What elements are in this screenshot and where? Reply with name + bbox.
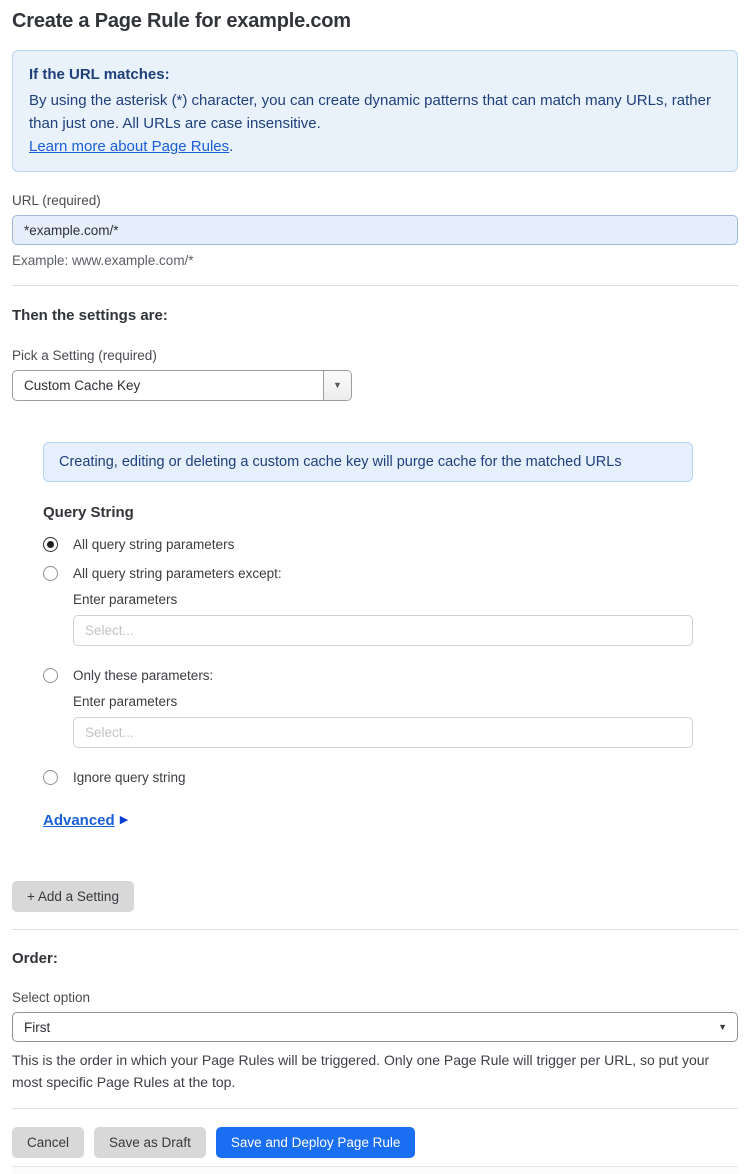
caret-right-icon: ▶ bbox=[119, 814, 129, 826]
divider bbox=[12, 285, 738, 286]
footer-action-bar bbox=[12, 1127, 738, 1158]
url-field-label: URL (required) bbox=[12, 193, 101, 208]
radio-label: Only these parameters: bbox=[73, 668, 214, 683]
info-box-body: By using the asterisk (*) character, you can create dynamic patterns that can match many URLs, rather than just one. All URLs are case insensitive. bbox=[29, 92, 711, 132]
save-and-deploy-button[interactable]: Save and Deploy Page Rule bbox=[216, 1127, 416, 1158]
radio-button[interactable] bbox=[43, 668, 58, 683]
cache-key-notice: Creating, editing or deleting a custom cache key will purge cache for the matched URLs bbox=[43, 442, 693, 482]
radio-label: All query string parameters bbox=[73, 537, 235, 552]
enter-parameters-label: Enter parameters bbox=[73, 694, 178, 709]
radio-option-all-params[interactable] bbox=[43, 537, 738, 552]
setting-dropdown-arrow-box[interactable] bbox=[323, 371, 351, 400]
url-input[interactable] bbox=[12, 215, 738, 245]
advanced-link-label: Advanced bbox=[43, 812, 115, 829]
radio-option-all-except[interactable] bbox=[43, 566, 738, 581]
radio-option-only-these[interactable] bbox=[43, 668, 738, 683]
order-select-label: Select option bbox=[12, 990, 91, 1005]
learn-more-link[interactable]: Learn more about Page Rules bbox=[29, 138, 230, 155]
radio-button[interactable] bbox=[43, 566, 58, 581]
order-section-heading: Order: bbox=[12, 950, 58, 967]
query-string-heading: Query String bbox=[43, 504, 134, 521]
order-dropdown-value: First bbox=[24, 1019, 51, 1035]
divider bbox=[12, 929, 738, 930]
advanced-toggle-link[interactable] bbox=[43, 812, 128, 829]
except-parameters-input[interactable] bbox=[73, 615, 693, 646]
cancel-button[interactable]: Cancel bbox=[12, 1127, 84, 1158]
only-parameters-input[interactable] bbox=[73, 717, 693, 748]
info-box-link-row bbox=[29, 135, 721, 158]
radio-button[interactable] bbox=[43, 770, 58, 785]
add-setting-button[interactable]: + Add a Setting bbox=[12, 881, 134, 912]
radio-label: Ignore query string bbox=[73, 770, 186, 785]
setting-detail-panel bbox=[43, 442, 738, 830]
chevron-down-icon: ▼ bbox=[718, 1021, 727, 1032]
setting-dropdown[interactable] bbox=[12, 370, 352, 401]
save-as-draft-button[interactable]: Save as Draft bbox=[94, 1127, 206, 1158]
url-example-text: Example: www.example.com/* bbox=[12, 253, 194, 268]
page-title: Create a Page Rule for example.com bbox=[12, 10, 351, 32]
pick-setting-label: Pick a Setting (required) bbox=[12, 348, 157, 363]
divider bbox=[12, 1108, 738, 1109]
bottom-edge-strip bbox=[12, 1166, 738, 1174]
radio-button[interactable] bbox=[43, 537, 58, 552]
info-box-heading: If the URL matches: bbox=[29, 66, 170, 83]
link-suffix: . bbox=[229, 138, 234, 155]
setting-dropdown-value: Custom Cache Key bbox=[24, 378, 141, 393]
url-match-info-box bbox=[12, 50, 738, 172]
chevron-down-icon: ▼ bbox=[333, 380, 342, 390]
enter-parameters-label: Enter parameters bbox=[73, 592, 178, 607]
radio-option-ignore-query[interactable] bbox=[43, 770, 738, 785]
radio-label: All query string parameters except: bbox=[73, 566, 282, 581]
order-dropdown[interactable] bbox=[12, 1012, 738, 1042]
settings-section-heading: Then the settings are: bbox=[12, 307, 168, 324]
order-help-text: This is the order in which your Page Rules will be triggered. Only one Page Rule will trigger per URL, so put your most specific Page Rules at the top. bbox=[12, 1052, 710, 1090]
